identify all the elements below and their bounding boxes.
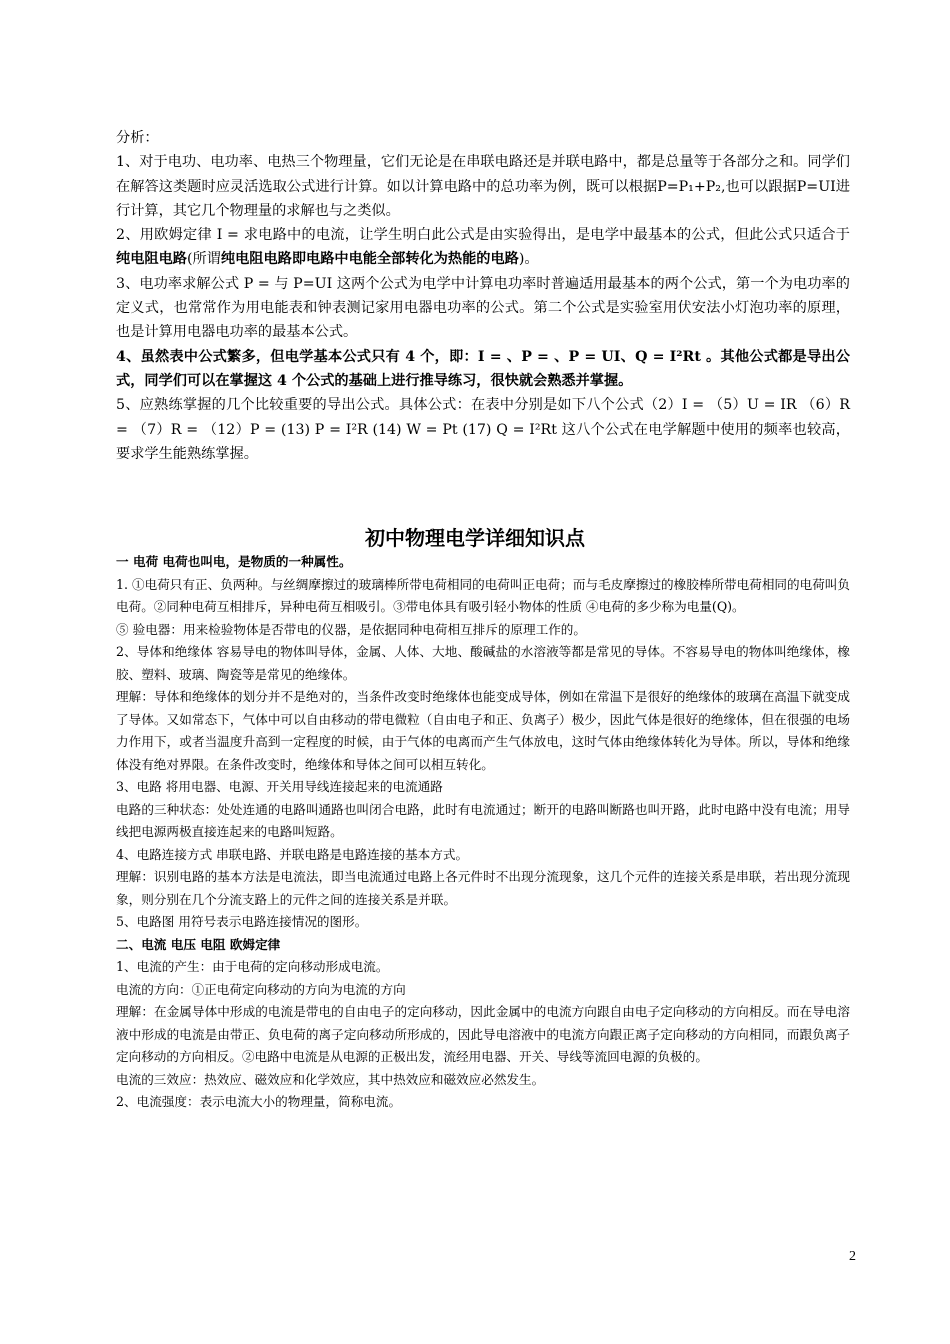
analysis-paragraph-3: 3、电功率求解公式 P = 与 P=UI 这两个公式为电学中计算电功率时普遍适用最基本的两个公式，第一个为电功率的定义式，也常常作为用电能表和钟表测记家用电器电功率的公式。第二个公式是实验室用伏安法小灯泡功率的原理，也是计算用电器电功率的最基本公式。 [116,275,850,341]
knowledge-paragraph: 理解：导体和绝缘体的划分并不是绝对的，当条件改变时绝缘体也能变成导体，例如在常温下是很好的绝缘体的玻璃在高温下就变成了导体。又如常态下，气体中可以自由移动的带电微粒（自由电子和正、负离子）极少，因此气体是很好的绝缘体，但在很强的电场力作用下，或者当温度升高到一定程度的时候，由于气体的电离而产生气体放电，这时气体由绝缘体转化为导体。所以，导体和绝缘体没有绝对界限。在条件改变时，绝缘体和导体之间可以相互转化。 [116,689,850,772]
analysis-p2-text-b: (所谓 [186,251,221,268]
knowledge-paragraph: 1、电流的产生：由于电荷的定向移动形成电流。 [116,959,389,974]
knowledge-paragraph: 3、电路 将用电器、电源、开关用导线连接起来的电流通路 [116,779,443,794]
knowledge-paragraph: 理解：在金属导体中形成的电流是带电的自由电子的定向移动，因此金属中的电流方向跟自由电子定向移动的方向相反。而在导电溶液中形成的电流是由带正、负电荷的离子定向移动所形成的，因此导电溶液中的电流方向跟正离子定向移动的方向相同，而跟负离子定向移动的方向相反。②电路中电流是从电源的正极出发，流经用电器、开关、导线等流回电源的负极的。 [116,1004,850,1064]
analysis-paragraph-2 [116,223,850,272]
knowledge-paragraph: 电流的三效应：热效应、磁效应和化学效应，其中热效应和磁效应必然发生。 [116,1071,545,1087]
knowledge-paragraph: 4、电路连接方式 串联电路、并联电路是电路连接的基本方式。 [116,846,469,862]
knowledge-paragraph: 1. ①电荷只有正、负两种。与丝绸摩擦过的玻璃棒所带电荷相同的电荷叫正电荷；而与毛皮摩擦过的橡胶棒所带电荷相同的电荷叫负电荷。②同种电荷互相排斥，异种电荷互相吸引。③带电体具有吸引轻小物体的性质 ④电荷的多少称为电量(Q)。 [116,576,850,614]
analysis-heading: 分析： [116,130,159,146]
page-number: 2 [849,1249,856,1264]
analysis-p2-bold-2: 纯电阻电路即电路中电能全部转化为热能的电路 [220,251,519,268]
analysis-p2-text-a: 2、用欧姆定律 I = 求电路中的电流，让学生明白此公式是由实验得出，是电学中最基本的公式，但此公式只适合于 [116,227,850,244]
knowledge-paragraph: 电流的方向：①正电荷定向移动的方向为电流的方向 [116,981,406,997]
analysis-paragraph-4: 4、虽然表中公式繁多，但电学基本公式只有 4 个，即：I = 、P = 、P = UI、Q = I²Rt 。其他公式都是导出公式，同学们可以在掌握这 4 个公式的基础上进行推导练习，很快就会熟悉并掌握。 [116,348,850,389]
analysis-p2-text-c: )。 [518,251,539,268]
knowledge-paragraph: 2、电流强度：表示电流大小的物理量，简称电流。 [116,1094,402,1109]
section-heading: 二、电流 电压 电阻 欧姆定律 [116,936,281,952]
section-title: 初中物理电学详细知识点 [365,526,585,550]
knowledge-paragraph: 电路的三种状态：处处连通的电路叫通路也叫闭合电路，此时有电流通过；断开的电路叫断路也叫开路，此时电路中没有电流；用导线把电源两极直接连起来的电路叫短路。 [116,801,850,839]
knowledge-paragraph: 理解：识别电路的基本方法是电流法，即当电流通过电路上各元件时不出现分流现象，这几个元件的连接关系是串联，若出现分流现象，则分别在几个分流支路上的元件之间的连接关系是并联。 [116,869,850,907]
knowledge-paragraph: ⑤ 验电器：用来检验物体是否带电的仪器，是依据同种电荷相互排斥的原理工作的。 [116,621,586,637]
analysis-section [116,126,850,466]
analysis-paragraph-1: 1、对于电功、电功率、电热三个物理量，它们无论是在串联电路还是并联电路中，都是总量等于各部分之和。同学们在解答这类题时应灵活选取公式进行计算。如以计算电路中的总功率为例，既可以根据P=P₁+P₂,也可以跟据P=UI进行计算，其它几个物理量的求解也与之类似。 [116,154,850,219]
knowledge-paragraph: 5、电路图 用符号表示电路连接情况的图形。 [116,914,368,929]
knowledge-section [116,551,850,1114]
section-heading: 一 电荷 电荷也叫电，是物质的一种属性。 [116,554,352,569]
knowledge-paragraph: 2、导体和绝缘体 容易导电的物体叫导体，金属、人体、大地、酸碱盐的水溶液等都是常见的导体。不容易导电的物体叫绝缘体，橡胶、塑料、玻璃、陶瓷等是常见的绝缘体。 [116,644,850,682]
analysis-paragraph-5: 5、应熟练掌握的几个比较重要的导出公式。具体公式：在表中分别是如下八个公式（2）I = （5）U = IR （6）R = （7）R = （12）P = (13) P = I²R (14) W = Pt (17) Q = I²Rt 这八个公式在电学解题中使用的频率也较高，要求学生能熟练掌握。 [116,397,850,462]
analysis-p2-bold: 纯电阻电路 [116,251,187,268]
